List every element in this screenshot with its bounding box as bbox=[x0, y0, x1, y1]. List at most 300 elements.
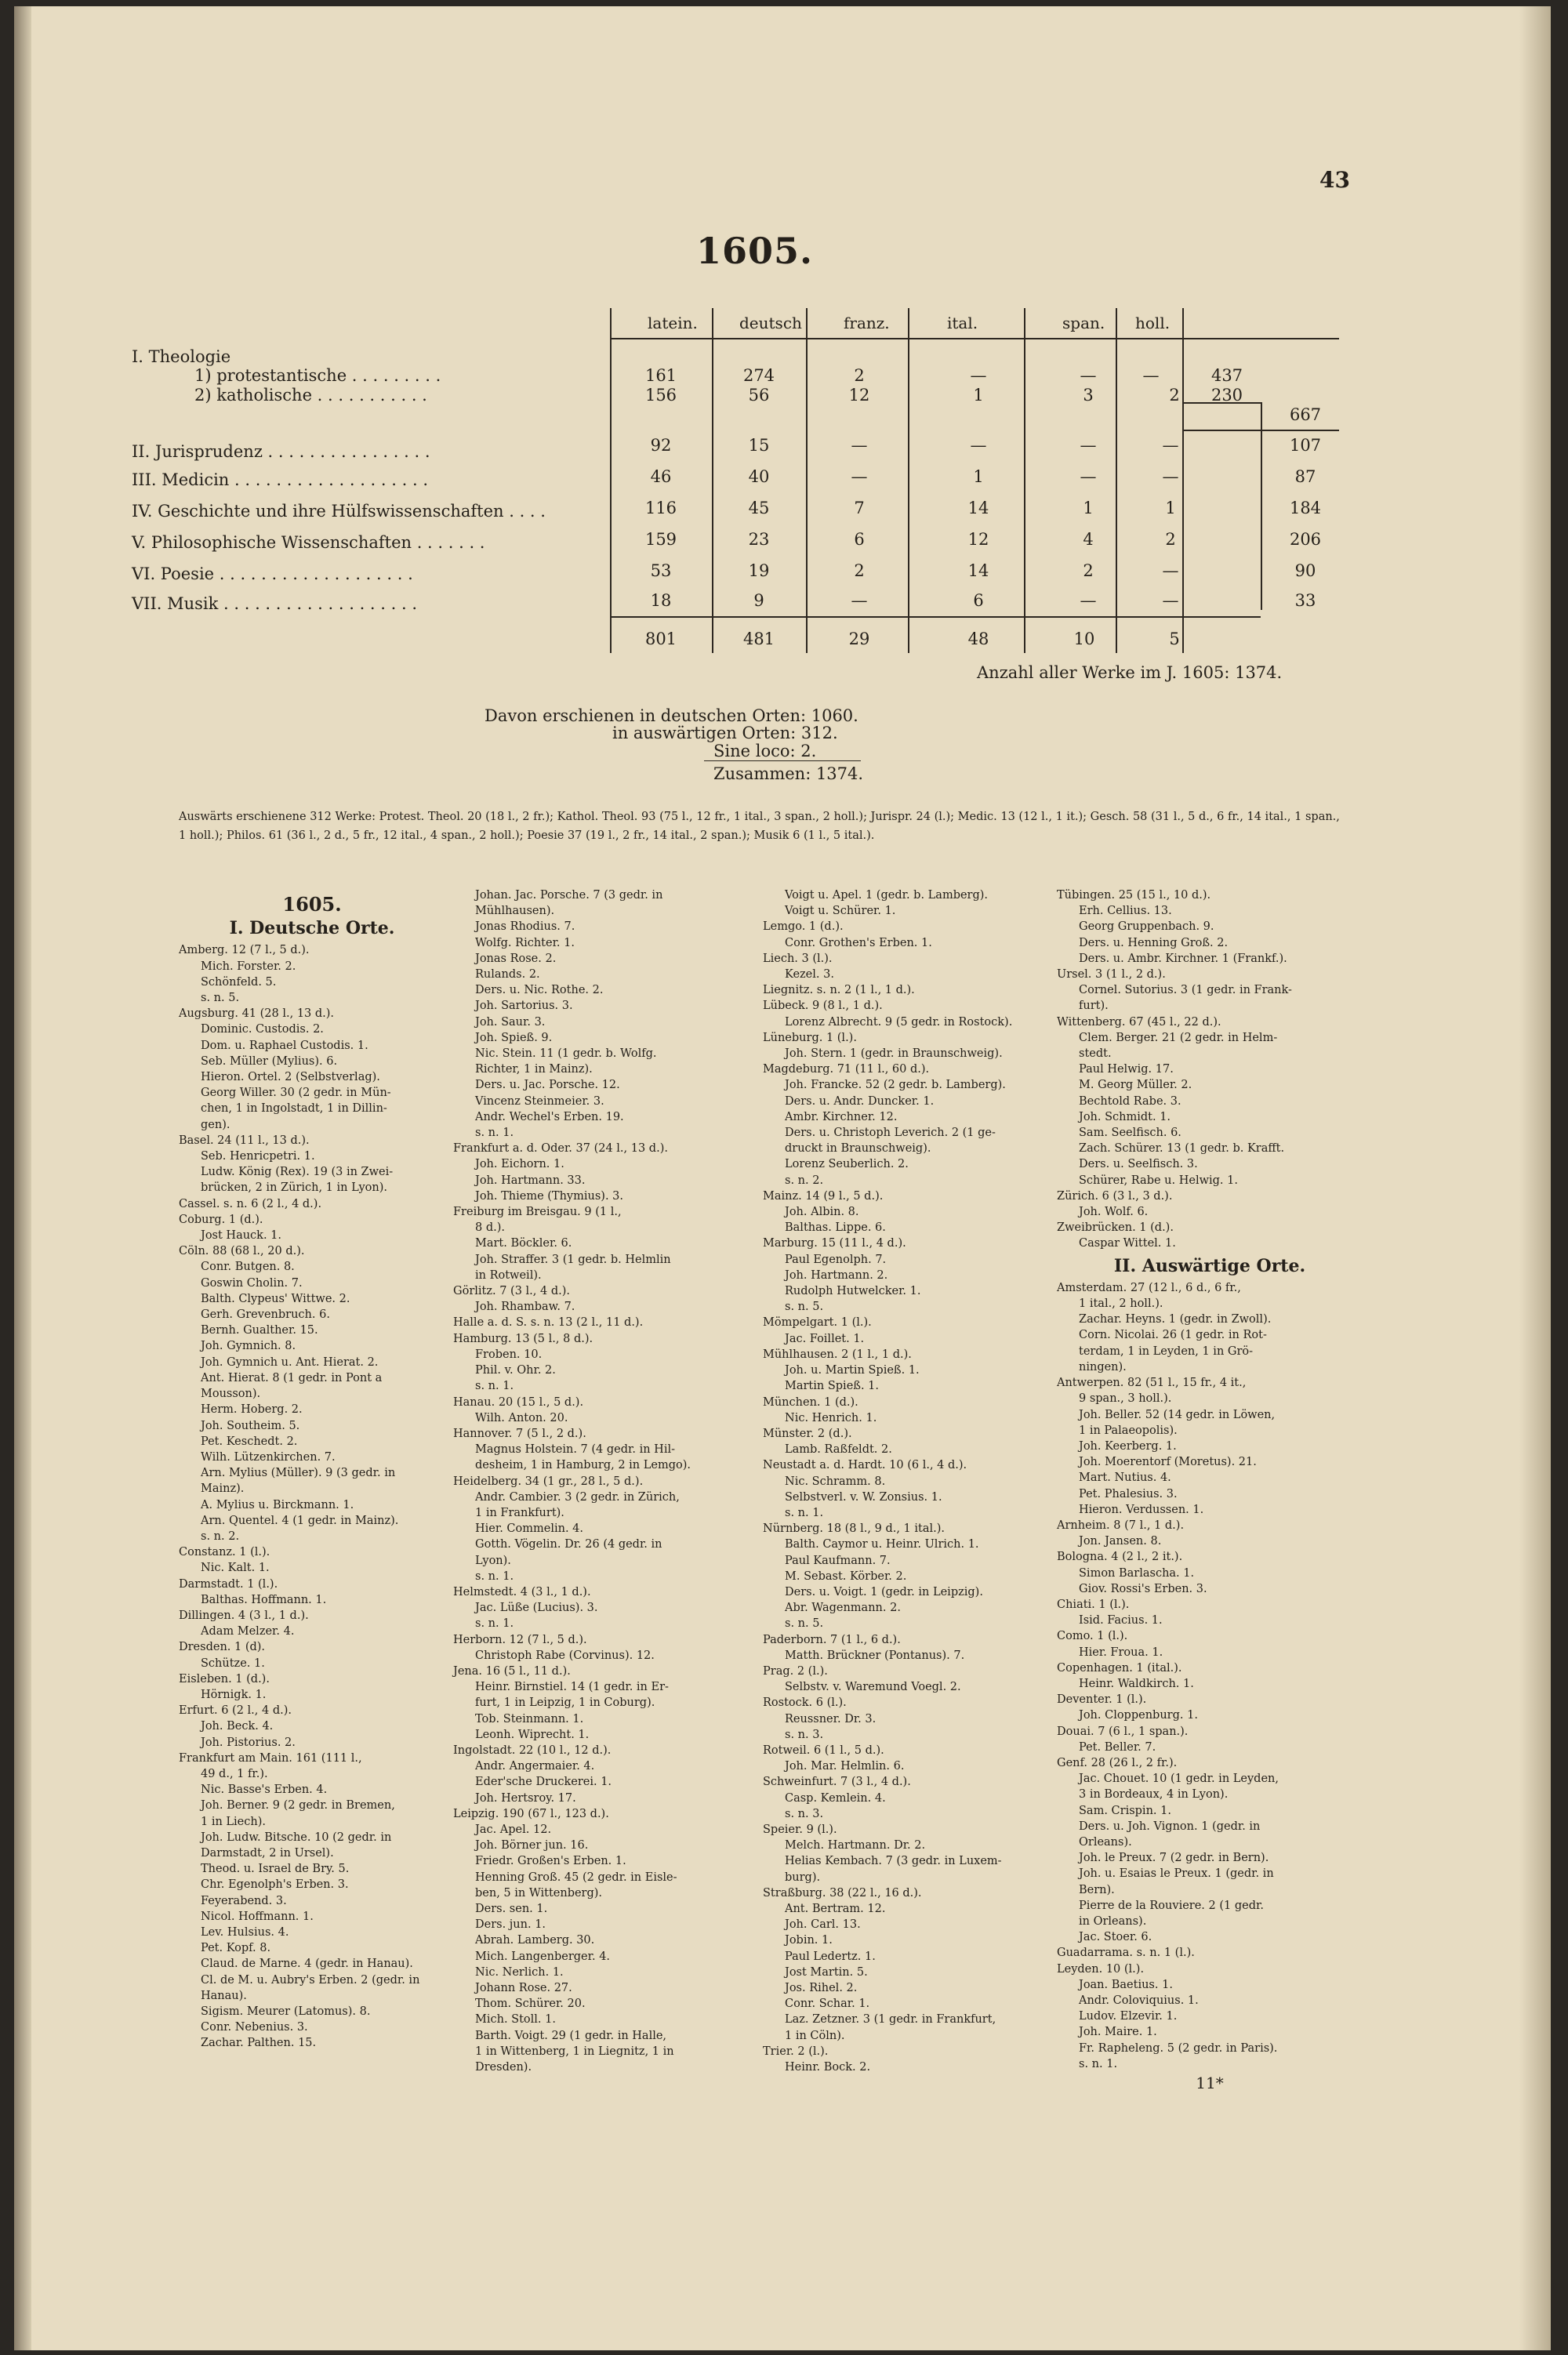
publisher-entry: Kezel. 3. bbox=[785, 968, 834, 982]
publisher-entry: Jon. Jansen. 8. bbox=[1079, 1535, 1162, 1548]
publisher-entry: Helias Kembach. 7 (3 gedr. in Luxem- bbox=[785, 1855, 1002, 1868]
publisher-entry: Balthas. Hoffmann. 1. bbox=[201, 1593, 327, 1606]
publisher-entry: Balth. Caymor u. Heinr. Ulrich. 1. bbox=[785, 1538, 979, 1551]
publisher-entry: Joh. u. Martin Spieß. 1. bbox=[785, 1364, 920, 1377]
publisher-entry: Froben. 10. bbox=[475, 1348, 543, 1361]
publisher-entry: Seb. Müller (Mylius). 6. bbox=[201, 1054, 338, 1068]
book-page bbox=[14, 6, 1551, 2350]
publisher-entry: Ders. u. Jac. Porsche. 12. bbox=[475, 1079, 620, 1092]
publisher-entry: s. n. 2. bbox=[201, 1529, 240, 1543]
publisher-entry: Abrah. Lamberg. 30. bbox=[475, 1934, 595, 1947]
publisher-entry: Leonh. Wiprecht. 1. bbox=[475, 1728, 590, 1741]
table-cell: 6 bbox=[854, 530, 865, 549]
row-label: V. Philosophische Wissenschaften . . . . . . . bbox=[132, 533, 485, 552]
place-entry: Neustadt a. d. Hardt. 10 (6 l., 4 d.). bbox=[763, 1459, 967, 1472]
column-2 bbox=[453, 887, 767, 2075]
publisher-entry: Joh. Moerentorf (Moretus). 21. bbox=[1079, 1456, 1257, 1469]
publisher-entry: Nic. Schramm. 8. bbox=[785, 1475, 886, 1488]
publisher-entry: Joh. Hertsroy. 17. bbox=[475, 1791, 576, 1805]
publisher-entry: Balth. Clypeus' Wittwe. 2. bbox=[201, 1292, 350, 1305]
publisher-entry: Joh. Pistorius. 2. bbox=[201, 1736, 296, 1749]
publisher-entry: stedt. bbox=[1079, 1047, 1112, 1061]
publisher-entry: Ders. u. Ambr. Kirchner. 1 (Frankf.). bbox=[1079, 952, 1287, 965]
summary-german-places: Davon erschienen in deutschen Orten: 1060. bbox=[485, 706, 858, 725]
table-cell: 6 bbox=[973, 591, 984, 610]
publisher-entry: Heinr. Bock. 2. bbox=[785, 2061, 871, 2074]
table-cell: — bbox=[1080, 467, 1097, 486]
publisher-entry: s. n. 3. bbox=[785, 1807, 824, 1820]
publisher-entry: Mousson). bbox=[201, 1388, 261, 1401]
publisher-entry: Ders. u. Seelfisch. 3. bbox=[1079, 1158, 1198, 1171]
row-label: III. Medicin . . . . . . . . . . . . . . . . . . . bbox=[132, 470, 428, 489]
publisher-entry: 1 ital., 2 holl.). bbox=[1079, 1297, 1163, 1311]
table-cell: — bbox=[1080, 436, 1097, 455]
publisher-entry: Hieron. Verdussen. 1. bbox=[1079, 1503, 1204, 1516]
place-entry: Bologna. 4 (2 l., 2 it.). bbox=[1057, 1551, 1183, 1564]
publisher-entry: Erh. Cellius. 13. bbox=[1079, 905, 1172, 918]
publisher-entry: Pierre de la Rouviere. 2 (1 gedr. bbox=[1079, 1899, 1264, 1912]
header-ital: ital. bbox=[947, 314, 978, 332]
table-cell: 14 bbox=[967, 561, 989, 580]
place-entry: Frankfurt am Main. 161 (111 l., bbox=[179, 1751, 362, 1765]
publisher-entry: Mich. Forster. 2. bbox=[201, 960, 296, 973]
table-cell: 107 bbox=[1289, 436, 1322, 455]
publisher-entry: Richter, 1 in Mainz). bbox=[475, 1063, 593, 1076]
publisher-entry: in Orleans). bbox=[1079, 1915, 1147, 1928]
publisher-entry: s. n. 1. bbox=[475, 1127, 514, 1140]
publisher-entry: Andr. Angermaier. 4. bbox=[475, 1760, 595, 1773]
publisher-entry: Conr. Nebenius. 3. bbox=[201, 2021, 308, 2034]
publisher-entry: Andr. Cambier. 3 (2 gedr. in Zürich, bbox=[475, 1490, 680, 1504]
table-cell: 1 bbox=[1165, 499, 1176, 517]
publisher-entry: Vincenz Steinmeier. 3. bbox=[475, 1094, 604, 1108]
header-span: span. bbox=[1062, 314, 1105, 332]
place-entry: Münster. 2 (d.). bbox=[763, 1427, 852, 1440]
summary-total: Zusammen: 1374. bbox=[713, 764, 864, 783]
table-cell: 23 bbox=[748, 530, 770, 549]
column-4 bbox=[1057, 887, 1363, 2091]
publisher-entry: Selbstverl. v. W. Zonsius. 1. bbox=[785, 1490, 942, 1504]
place-entry: Magdeburg. 71 (11 l., 60 d.). bbox=[763, 1063, 930, 1076]
table-cell: — bbox=[1162, 436, 1179, 455]
place-entry: Amberg. 12 (7 l., 5 d.). bbox=[179, 944, 310, 957]
place-entry: Hanau. 20 (15 l., 5 d.). bbox=[453, 1395, 584, 1409]
publisher-entry: Caspar Wittel. 1. bbox=[1079, 1237, 1176, 1250]
table-cell: 2 bbox=[854, 366, 865, 385]
publisher-entry: Lorenz Albrecht. 9 (5 gedr. in Rostock). bbox=[785, 1015, 1013, 1029]
publisher-entry: Corn. Nicolai. 26 (1 gedr. in Rot- bbox=[1079, 1329, 1267, 1342]
publisher-entry: Joh. Wolf. 6. bbox=[1079, 1206, 1149, 1219]
publisher-entry: s. n. 1. bbox=[475, 1569, 514, 1583]
publisher-entry: in Rotweil). bbox=[475, 1268, 542, 1282]
publisher-entry: Joh. Carl. 13. bbox=[785, 1918, 861, 1932]
publisher-entry: Joh. Francke. 52 (2 gedr. b. Lamberg). bbox=[785, 1079, 1006, 1092]
table-cell: 46 bbox=[650, 467, 672, 486]
column-total: 48 bbox=[967, 630, 989, 648]
publisher-entry: Casp. Kemlein. 4. bbox=[785, 1791, 886, 1805]
publisher-entry: Joh. Börner jun. 16. bbox=[475, 1839, 589, 1852]
publisher-entry: Conr. Butgen. 8. bbox=[201, 1261, 295, 1274]
total-works-line: Anzahl aller Werke im J. 1605: 1374. bbox=[977, 663, 1283, 682]
place-entry: Prag. 2 (l.). bbox=[763, 1664, 828, 1678]
row-label: 2) katholische . . . . . . . . . . . bbox=[194, 386, 427, 405]
table-cell: 156 bbox=[644, 386, 677, 405]
table-rule bbox=[1024, 308, 1025, 653]
publisher-entry: Hier. Froua. 1. bbox=[1079, 1646, 1163, 1659]
publisher-entry: Jost Martin. 5. bbox=[785, 1965, 868, 1979]
publisher-entry: Sigism. Meurer (Latomus). 8. bbox=[201, 2005, 371, 2019]
place-entry: Helmstedt. 4 (3 l., 1 d.). bbox=[453, 1585, 591, 1598]
publisher-entry: Jobin. 1. bbox=[785, 1934, 833, 1947]
table-cell: — bbox=[970, 436, 987, 455]
publisher-entry: Giov. Rossi's Erben. 3. bbox=[1079, 1582, 1207, 1595]
table-cell: 230 bbox=[1210, 386, 1243, 405]
table-cell: 206 bbox=[1289, 530, 1322, 549]
place-entry: Guadarrama. s. n. 1 (l.). bbox=[1057, 1947, 1195, 1960]
table-cell: 184 bbox=[1289, 499, 1322, 517]
place-entry: Constanz. 1 (l.). bbox=[179, 1546, 270, 1559]
place-entry: Mühlhausen. 2 (1 l., 1 d.). bbox=[763, 1348, 912, 1361]
header-holl: holl. bbox=[1135, 314, 1171, 332]
column-1 bbox=[179, 892, 445, 2052]
place-entry: Cöln. 88 (68 l., 20 d.). bbox=[179, 1245, 305, 1258]
place-entry: Dresden. 1 (d). bbox=[179, 1641, 266, 1654]
publisher-entry: Georg Gruppenbach. 9. bbox=[1079, 920, 1214, 934]
publisher-entry: Joh. Berner. 9 (2 gedr. in Bremen, bbox=[201, 1799, 395, 1813]
publisher-entry: Pet. Kopf. 8. bbox=[201, 1942, 271, 1955]
place-entry: Hannover. 7 (5 l., 2 d.). bbox=[453, 1427, 586, 1440]
place-entry: Lüneburg. 1 (l.). bbox=[763, 1031, 857, 1044]
publisher-entry: Rulands. 2. bbox=[475, 968, 540, 982]
row-label: VI. Poesie . . . . . . . . . . . . . . . . . . . bbox=[132, 564, 413, 583]
place-entry: Leipzig. 190 (67 l., 123 d.). bbox=[453, 1807, 609, 1820]
publisher-entry: Ant. Hierat. 8 (1 gedr. in Pont a bbox=[201, 1371, 383, 1384]
publisher-entry: Nic. Basse's Erben. 4. bbox=[201, 1783, 328, 1797]
publisher-entry: Rudolph Hutwelcker. 1. bbox=[785, 1285, 921, 1298]
place-entry: Mömpelgart. 1 (l.). bbox=[763, 1316, 872, 1330]
table-cell: 12 bbox=[848, 386, 870, 405]
place-entry: Cassel. s. n. 6 (2 l., 4 d.). bbox=[179, 1197, 322, 1210]
place-entry: Genf. 28 (26 l., 2 fr.). bbox=[1057, 1756, 1178, 1769]
publisher-entry: Joh. Eichorn. 1. bbox=[475, 1158, 564, 1171]
section-heading-german: I. Deutsche Orte. bbox=[229, 918, 395, 939]
place-entry: Straßburg. 38 (22 l., 16 d.). bbox=[763, 1886, 922, 1900]
table-rule bbox=[610, 338, 1339, 339]
publisher-entry: Mart. Nutius. 4. bbox=[1079, 1471, 1171, 1485]
publisher-entry: Eder'sche Druckerei. 1. bbox=[475, 1776, 612, 1789]
table-cell: 7 bbox=[854, 499, 865, 517]
publisher-entry: Joh. Gymnich. 8. bbox=[201, 1340, 296, 1353]
place-entry: Nürnberg. 18 (8 l., 9 d., 1 ital.). bbox=[763, 1522, 946, 1536]
column-total: 801 bbox=[644, 630, 677, 648]
publisher-entry: Conr. Grothen's Erben. 1. bbox=[785, 936, 932, 949]
publisher-entry: 9 span., 3 holl.). bbox=[1079, 1392, 1172, 1406]
publisher-entry: Christoph Rabe (Corvinus). 12. bbox=[475, 1649, 655, 1662]
publisher-entry: Jonas Rose. 2. bbox=[475, 952, 557, 965]
publisher-entry: Heinr. Birnstiel. 14 (1 gedr. in Er- bbox=[475, 1681, 669, 1694]
publisher-entry: Hörnigk. 1. bbox=[201, 1688, 267, 1701]
publisher-entry: 1 in Palaeopolis). bbox=[1079, 1424, 1178, 1437]
publisher-entry: Dresden). bbox=[475, 2061, 532, 2074]
table-cell: — bbox=[970, 366, 987, 385]
publisher-entry: Nic. Nerlich. 1. bbox=[475, 1965, 564, 1979]
signature-mark: 11* bbox=[1196, 2074, 1224, 2093]
table-cell: — bbox=[1162, 561, 1179, 580]
table-cell: 12 bbox=[967, 530, 989, 549]
publisher-entry: Isid. Facius. 1. bbox=[1079, 1614, 1163, 1627]
publisher-entry: furt, 1 in Leipzig, 1 in Coburg). bbox=[475, 1696, 655, 1710]
publisher-entry: druckt in Braunschweig). bbox=[785, 1142, 931, 1156]
publisher-entry: Mich. Langenberger. 4. bbox=[475, 1950, 611, 1963]
publisher-entry: Ders. u. Joh. Vignon. 1 (gedr. in bbox=[1079, 1820, 1261, 1833]
publisher-entry: Joh. Saur. 3. bbox=[475, 1015, 546, 1029]
publisher-entry: Paul Kaufmann. 7. bbox=[785, 1554, 891, 1567]
publisher-entry: Joan. Baetius. 1. bbox=[1079, 1978, 1173, 1991]
header-latein: latein. bbox=[648, 314, 698, 332]
place-entry: Halle a. d. S. s. n. 13 (2 l., 11 d.). bbox=[453, 1316, 644, 1330]
place-entry: Lübeck. 9 (8 l., 1 d.). bbox=[763, 1000, 883, 1013]
publisher-entry: Heinr. Waldkirch. 1. bbox=[1079, 1677, 1194, 1690]
place-entry: Wittenberg. 67 (45 l., 22 d.). bbox=[1057, 1015, 1221, 1029]
publisher-entry: Wolfg. Richter. 1. bbox=[475, 936, 575, 949]
place-entry: Arnheim. 8 (7 l., 1 d.). bbox=[1057, 1519, 1185, 1532]
table-cell: 2 bbox=[1083, 561, 1094, 580]
publisher-entry: Pet. Beller. 7. bbox=[1079, 1740, 1156, 1754]
table-cell: 45 bbox=[748, 499, 770, 517]
publisher-entry: Jac. Stoer. 6. bbox=[1079, 1931, 1152, 1944]
publisher-entry: Wilh. Lützenkirchen. 7. bbox=[201, 1450, 336, 1464]
place-entry: Zweibrücken. 1 (d.). bbox=[1057, 1221, 1174, 1235]
publisher-entry: ben, 5 in Wittenberg). bbox=[475, 1886, 603, 1900]
table-rule bbox=[806, 308, 808, 653]
table-cell: — bbox=[1162, 467, 1179, 486]
publisher-entry: Sam. Seelfisch. 6. bbox=[1079, 1127, 1181, 1140]
publisher-entry: A. Mylius u. Birckmann. 1. bbox=[201, 1498, 354, 1511]
publisher-entry: Ders. u. Voigt. 1 (gedr. in Leipzig). bbox=[785, 1585, 983, 1598]
table-cell: 92 bbox=[650, 436, 672, 455]
table-cell: — bbox=[851, 467, 868, 486]
publisher-entry: Hieron. Ortel. 2 (Selbstverlag). bbox=[201, 1071, 380, 1084]
publisher-entry: Joh. Beck. 4. bbox=[201, 1720, 274, 1733]
publisher-entry: Pet. Phalesius. 3. bbox=[1079, 1487, 1178, 1500]
table-cell: — bbox=[1080, 591, 1097, 610]
place-entry: Basel. 24 (11 l., 13 d.). bbox=[179, 1134, 310, 1147]
table-rule bbox=[712, 308, 713, 653]
publisher-entry: Herm. Hoberg. 2. bbox=[201, 1403, 303, 1417]
place-entry: Lemgo. 1 (d.). bbox=[763, 920, 844, 934]
publisher-entry: terdam, 1 in Leyden, 1 in Grö- bbox=[1079, 1344, 1254, 1358]
publisher-entry: Gerh. Grevenbruch. 6. bbox=[201, 1308, 330, 1322]
publisher-entry: Cl. de M. u. Aubry's Erben. 2 (gedr. in bbox=[201, 1973, 420, 1987]
publisher-entry: Ambr. Kirchner. 12. bbox=[785, 1110, 898, 1123]
place-entry: Trier. 2 (l.). bbox=[763, 2045, 829, 2058]
publisher-entry: Phil. v. Ohr. 2. bbox=[475, 1364, 556, 1377]
publisher-entry: Joh. Thieme (Thymius). 3. bbox=[475, 1189, 624, 1203]
publisher-entry: Joh. Schmidt. 1. bbox=[1079, 1110, 1171, 1123]
row-label: IV. Geschichte und ihre Hülfswissenschaften . . . . bbox=[132, 502, 546, 521]
column-total: 10 bbox=[1073, 630, 1095, 648]
publisher-entry: Dominic. Custodis. 2. bbox=[201, 1023, 324, 1036]
publisher-entry: Matth. Brückner (Pontanus). 7. bbox=[785, 1649, 965, 1662]
table-cell: 18 bbox=[650, 591, 672, 610]
place-entry: Paderborn. 7 (1 l., 6 d.). bbox=[763, 1633, 901, 1646]
place-entry: Eisleben. 1 (d.). bbox=[179, 1672, 270, 1686]
publisher-entry: Ders. jun. 1. bbox=[475, 1918, 546, 1932]
place-entry: Copenhagen. 1 (ital.). bbox=[1057, 1661, 1182, 1675]
place-entry: Douai. 7 (6 l., 1 span.). bbox=[1057, 1725, 1189, 1738]
publisher-entry: Cornel. Sutorius. 3 (1 gedr. in Frank- bbox=[1079, 984, 1292, 997]
row-label: I. Theologie bbox=[132, 347, 231, 366]
publisher-entry: Paul Ledertz. 1. bbox=[785, 1950, 876, 1963]
publisher-entry: ningen). bbox=[1079, 1360, 1127, 1373]
table-rule bbox=[610, 616, 1261, 618]
place-entry: Darmstadt. 1 (l.). bbox=[179, 1577, 278, 1591]
publisher-entry: Voigt u. Schürer. 1. bbox=[785, 905, 896, 918]
publisher-entry: 1 in Frankfurt). bbox=[475, 1506, 564, 1519]
place-entry: Dillingen. 4 (3 l., 1 d.). bbox=[179, 1609, 309, 1622]
place-entry: Antwerpen. 82 (51 l., 15 fr., 4 it., bbox=[1057, 1377, 1247, 1390]
table-cell: — bbox=[851, 591, 868, 610]
publisher-entry: s. n. 1. bbox=[1079, 2057, 1118, 2070]
year-heading: 1605. bbox=[696, 230, 814, 272]
table-rule bbox=[1182, 430, 1339, 431]
table-cell: 33 bbox=[1294, 591, 1316, 610]
publisher-entry: Nic. Henrich. 1. bbox=[785, 1411, 877, 1424]
publisher-entry: Schürer, Rabe u. Helwig. 1. bbox=[1079, 1174, 1238, 1187]
publisher-entry: Claud. de Marne. 4 (gedr. in Hanau). bbox=[201, 1958, 413, 1971]
table-cell: 90 bbox=[1294, 561, 1316, 580]
publisher-entry: Nic. Kalt. 1. bbox=[201, 1562, 270, 1575]
publisher-entry: Andr. Coloviquius. 1. bbox=[1079, 1994, 1199, 2008]
publisher-entry: Joh. Hartmann. 33. bbox=[475, 1174, 586, 1187]
place-entry: Heidelberg. 34 (1 gr., 28 l., 5 d.). bbox=[453, 1475, 644, 1488]
publisher-entry: 49 d., 1 fr.). bbox=[201, 1767, 268, 1780]
publisher-entry: Goswin Cholin. 7. bbox=[201, 1276, 303, 1290]
publisher-entry: Joh. Gymnich u. Ant. Hierat. 2. bbox=[201, 1355, 379, 1369]
table-cell: 3 bbox=[1083, 386, 1094, 405]
publisher-entry: Friedr. Großen's Erben. 1. bbox=[475, 1855, 626, 1868]
publisher-entry: Magnus Holstein. 7 (4 gedr. in Hil- bbox=[475, 1443, 675, 1457]
publisher-entry: s. n. 5. bbox=[785, 1617, 824, 1631]
publisher-entry: Seb. Henricpetri. 1. bbox=[201, 1150, 315, 1163]
publisher-entry: gen). bbox=[201, 1118, 230, 1131]
place-entry: Chiati. 1 (l.). bbox=[1057, 1598, 1130, 1611]
row-label: II. Jurisprudenz . . . . . . . . . . . . . . . . bbox=[132, 442, 430, 461]
publisher-entry: Pet. Keschedt. 2. bbox=[201, 1435, 298, 1448]
table-cell: — bbox=[1162, 591, 1179, 610]
publisher-entry: Hier. Commelin. 4. bbox=[475, 1522, 583, 1536]
publisher-entry: Joh. Straffer. 3 (1 gedr. b. Helmlin bbox=[475, 1253, 671, 1266]
table-cell: 116 bbox=[644, 499, 677, 517]
entry-list bbox=[179, 942, 445, 2051]
table-cell: 161 bbox=[644, 366, 677, 385]
publisher-entry: Fr. Rapheleng. 5 (2 gedr. in Paris). bbox=[1079, 2041, 1278, 2055]
publisher-entry: Mart. Böckler. 6. bbox=[475, 1237, 572, 1250]
publisher-entry: Ludov. Elzevir. 1. bbox=[1079, 2010, 1178, 2023]
publisher-entry: furt). bbox=[1079, 1000, 1109, 1013]
publisher-entry: Joh. Albin. 8. bbox=[785, 1206, 859, 1219]
row-label: VII. Musik . . . . . . . . . . . . . . . . . . . bbox=[132, 594, 418, 613]
table-cell: 14 bbox=[967, 499, 989, 517]
publisher-entry: Andr. Wechel's Erben. 19. bbox=[475, 1110, 624, 1123]
publisher-entry: Abr. Wagenmann. 2. bbox=[785, 1602, 901, 1615]
publisher-entry: s. n. 3. bbox=[785, 1728, 824, 1741]
publisher-entry: Voigt u. Apel. 1 (gedr. b. Lamberg). bbox=[785, 889, 989, 902]
publisher-entry: 8 d.). bbox=[475, 1221, 505, 1235]
publisher-entry: Mainz). bbox=[201, 1482, 245, 1496]
publisher-entry: Jos. Rihel. 2. bbox=[785, 1982, 858, 1995]
publisher-entry: Joh. Beller. 52 (14 gedr. in Löwen, bbox=[1079, 1408, 1276, 1421]
publisher-entry: Jac. Foillet. 1. bbox=[785, 1332, 865, 1345]
section-year: 1605. bbox=[282, 893, 342, 916]
publisher-entry: Bechtold Rabe. 3. bbox=[1079, 1094, 1181, 1108]
publisher-entry: Georg Willer. 30 (2 gedr. in Mün- bbox=[201, 1087, 391, 1100]
publisher-entry: Jac. Lüße (Lucius). 3. bbox=[475, 1602, 598, 1615]
publisher-entry: desheim, 1 in Hamburg, 2 in Lemgo). bbox=[475, 1459, 691, 1472]
place-entry: Marburg. 15 (11 l., 4 d.). bbox=[763, 1237, 906, 1250]
column-total: 29 bbox=[848, 630, 870, 648]
publisher-entry: Lamb. Raßfeldt. 2. bbox=[785, 1443, 892, 1457]
place-entry: München. 1 (d.). bbox=[763, 1395, 858, 1409]
table-cell: 1 bbox=[1083, 499, 1094, 517]
place-entry: Herborn. 12 (7 l., 5 d.). bbox=[453, 1633, 587, 1646]
publisher-entry: Reussner. Dr. 3. bbox=[785, 1712, 877, 1725]
publisher-entry: Joh. Rhambaw. 7. bbox=[475, 1301, 575, 1314]
publisher-entry: Zachar. Heyns. 1 (gedr. in Zwoll). bbox=[1079, 1313, 1272, 1326]
sum-rule bbox=[704, 760, 861, 761]
place-entry: Jena. 16 (5 l., 11 d.). bbox=[453, 1664, 571, 1678]
publisher-entry: Joh. Maire. 1. bbox=[1079, 2026, 1157, 2039]
publisher-entry: Jonas Rhodius. 7. bbox=[475, 920, 575, 934]
place-entry: Schweinfurt. 7 (3 l., 4 d.). bbox=[763, 1776, 911, 1789]
table-cell: — bbox=[851, 436, 868, 455]
place-entry: Liech. 3 (l.). bbox=[763, 952, 833, 965]
table-rule bbox=[1116, 308, 1117, 653]
publisher-entry: Johan. Jac. Porsche. 7 (3 gedr. in bbox=[475, 889, 663, 902]
publisher-entry: Bern). bbox=[1079, 1883, 1115, 1896]
table-cell: 15 bbox=[748, 436, 770, 455]
column-total: 481 bbox=[742, 630, 775, 648]
publisher-entry: M. Sebast. Körber. 2. bbox=[785, 1569, 907, 1583]
publisher-entry: s. n. 1. bbox=[475, 1617, 514, 1631]
publisher-entry: Joh. Spieß. 9. bbox=[475, 1031, 553, 1044]
publisher-entry: Joh. Cloppenburg. 1. bbox=[1079, 1709, 1198, 1722]
publisher-entry: Zach. Schürer. 13 (1 gedr. b. Krafft. bbox=[1079, 1142, 1285, 1156]
publisher-entry: Schütze. 1. bbox=[201, 1656, 265, 1670]
publisher-entry: Simon Barlascha. 1. bbox=[1079, 1566, 1195, 1580]
publisher-entry: Clem. Berger. 21 (2 gedr. in Helm- bbox=[1079, 1031, 1278, 1044]
table-cell: 4 bbox=[1083, 530, 1094, 549]
row-label: 1) protestantische . . . . . . . . . bbox=[194, 366, 441, 385]
place-entry: Rotweil. 6 (1 l., 5 d.). bbox=[763, 1744, 884, 1757]
entry-list bbox=[1057, 1280, 1363, 2072]
table-rule bbox=[1261, 402, 1262, 610]
place-entry: Como. 1 (l.). bbox=[1057, 1630, 1128, 1643]
publisher-entry: 1 in Cöln). bbox=[785, 2029, 845, 2042]
book-spine-shadow bbox=[14, 6, 31, 2350]
publisher-entry: Balthas. Lippe. 6. bbox=[785, 1221, 886, 1235]
entry-list bbox=[453, 887, 767, 2075]
publisher-entry: Selbstv. v. Waremund Voegl. 2. bbox=[785, 1681, 961, 1694]
header-franz: franz. bbox=[844, 314, 890, 332]
publisher-entry: Arn. Mylius (Müller). 9 (3 gedr. in bbox=[201, 1467, 396, 1480]
foreign-works-note: Auswärts erschienene 312 Werke: Protest. Theol. 20 (18 l., 2 fr.); Kathol. Theol. 93 (75 l., 12 fr., 1 ital., 3 span., 2 holl.); Jurispr. 24 (l.); Medic. 13 (12 l., 1 it.); Gesch. 58 (31 l., 5 d., 6 fr., 14 ital., 1 span., 1 holl.); Philos. 61 (36 l., 2 d., 5 fr., 12 ital., 4 span., 2 holl.); Poesie 37 (19 l., 2 fr., 14 ital., 2 span.); Musik 6 (1 l., 5 ital.). bbox=[179, 811, 1340, 842]
publisher-entry: Ders. u. Christoph Leverich. 2 (1 ge- bbox=[785, 1127, 996, 1140]
publisher-entry: Joh. Stern. 1 (gedr. in Braunschweig). bbox=[785, 1047, 1003, 1061]
summary-foreign-places: in auswärtigen Orten: 312. bbox=[612, 724, 838, 742]
table-cell: 1 bbox=[973, 386, 984, 405]
place-entry: Frankfurt a. d. Oder. 37 (24 l., 13 d.). bbox=[453, 1142, 668, 1156]
